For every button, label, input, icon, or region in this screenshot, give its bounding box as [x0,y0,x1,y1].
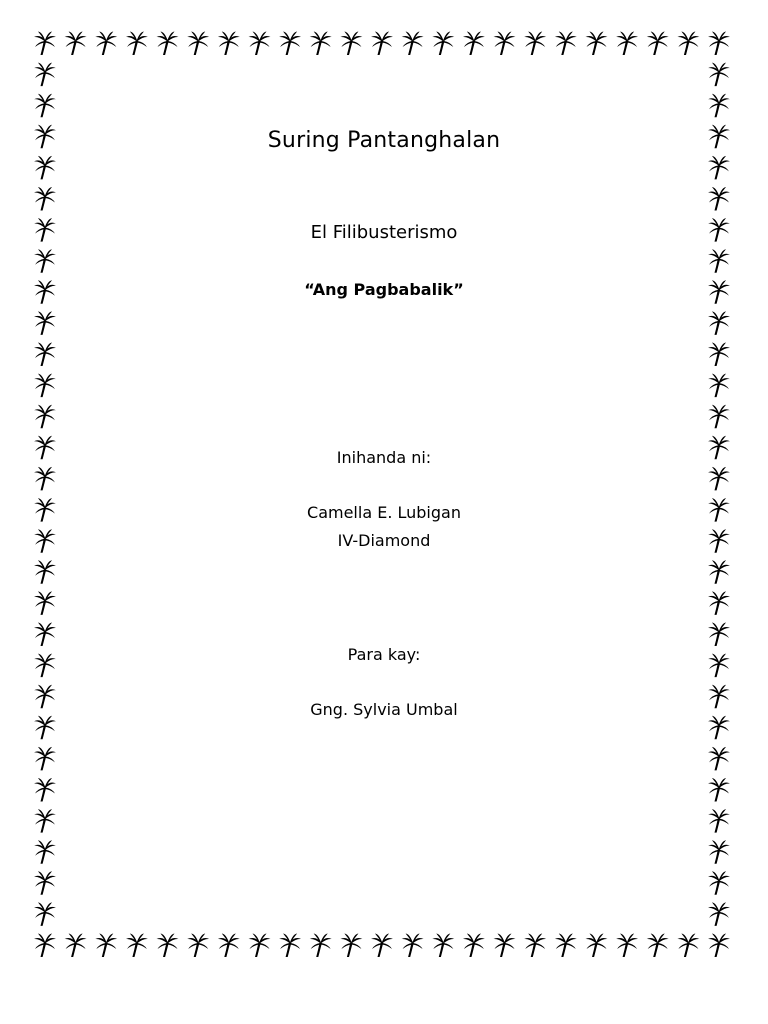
for-label: Para kay: [347,645,421,664]
author-name: Camella E. Lubigan [307,503,461,522]
chapter-title: “Ang Pagbabalik” [304,280,464,299]
author-section: IV-Diamond [337,531,431,550]
document-subtitle: El Filibusterismo [310,222,458,243]
prepared-by-label: Inihanda ni: [336,448,432,467]
document-title: Suring Pantanghalan [267,128,501,153]
teacher-name: Gng. Sylvia Umbal [310,700,458,719]
